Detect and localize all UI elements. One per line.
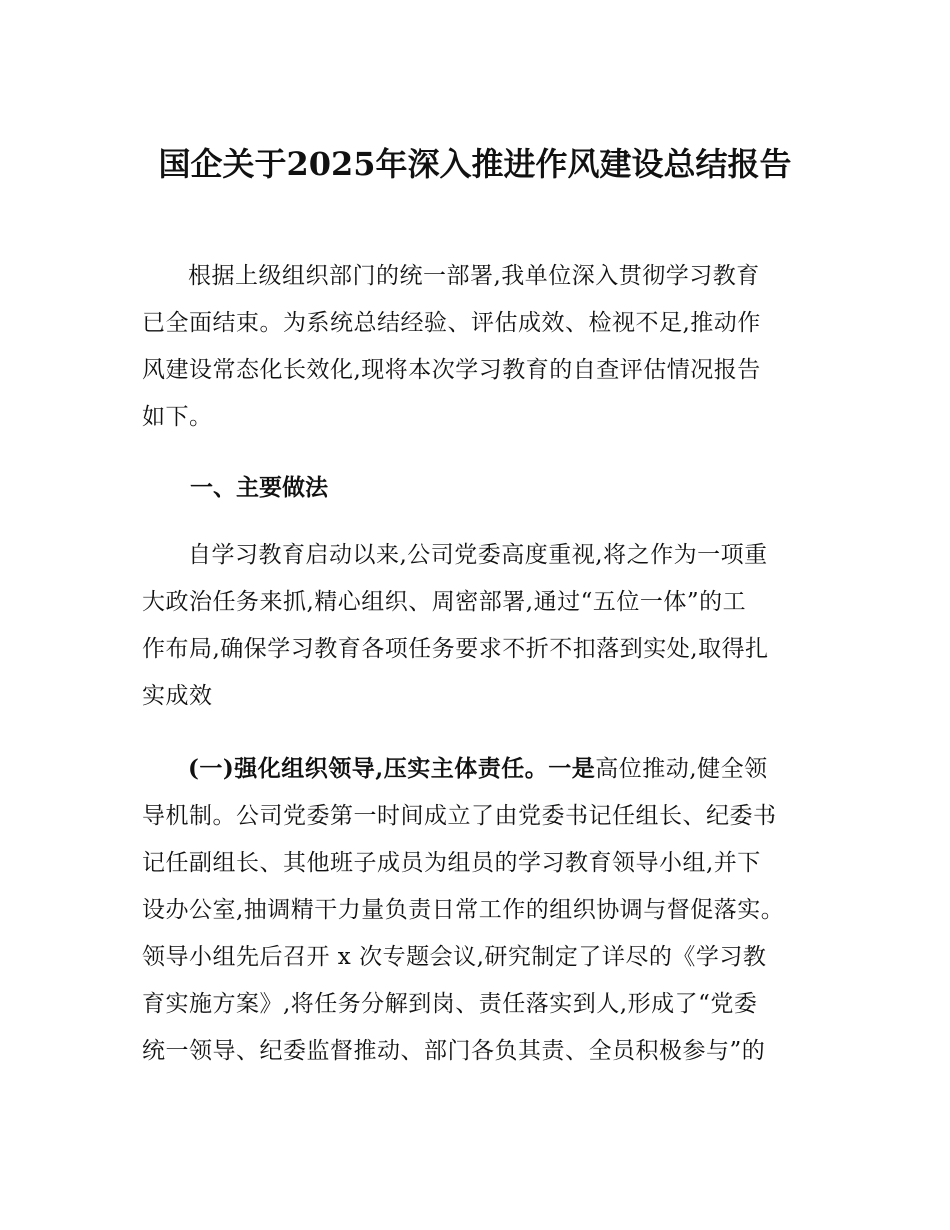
subsection1-first-line-tail: 高位推动,健全领: [595, 756, 768, 782]
intro-line: 风建设常态化长效化,现将本次学习教育的自查评估情况报告: [142, 357, 761, 383]
subsection1-line: 育实施方案》,将任务分解到岗、责任落实到人,形成了“党委: [142, 991, 758, 1017]
intro-line: 根据上级组织部门的统一部署,我单位深入贯彻学习教育: [188, 263, 760, 289]
subsection1-first-line: [142, 745, 810, 793]
subsection1-line: 导机制。公司党委第一时间成立了由党委书记任组长、纪委书: [142, 803, 777, 829]
section1-line: 自学习教育启动以来,公司党委高度重视,将之作为一项重: [188, 542, 768, 568]
section1-line: 实成效: [142, 683, 213, 709]
intro-line: 如下。: [142, 404, 213, 430]
document-title: 国企关于2025年深入推进作风建设总结报告: [158, 145, 792, 184]
subsection1-line: 领导小组先后召开 x 次专题会议,研究制定了详尽的《学习教: [142, 944, 767, 970]
section1-line: 大政治任务来抓,精心组织、周密部署,通过“五位一体”的工: [142, 589, 747, 615]
subsection1-line: 记任副组长、其他班子成员为组员的学习教育领导小组,并下: [142, 850, 761, 876]
section-heading-main-practices: 一、主要做法: [190, 474, 328, 501]
section1-paragraph: [142, 532, 810, 720]
subsection1-marker: 一是: [548, 755, 596, 782]
intro-line: 已全面结束。为系统总结经验、评估成效、检视不足,推动作: [142, 310, 761, 336]
subsection1-line: 统一领导、纪委监督推动、部门各负其责、全员积极参与”的: [142, 1038, 766, 1064]
intro-paragraph: [142, 253, 810, 441]
section1-line: 作布局,确保学习教育各项任务要求不折不扣落到实处,取得扎: [142, 636, 769, 662]
subsection1-heading: (一)强化组织领导,压实主体责任。: [188, 755, 549, 782]
subsection1-line: 设办公室,抽调精干力量负责日常工作的组织协调与督促落实。: [142, 897, 785, 923]
subsection1-paragraph: [142, 745, 810, 1075]
